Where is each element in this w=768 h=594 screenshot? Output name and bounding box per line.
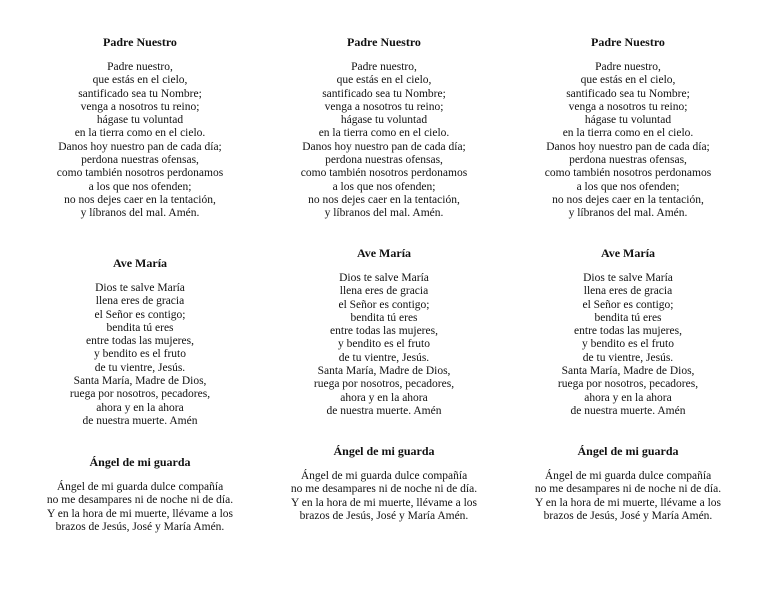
angel-de-mi-guarda-section (256, 444, 512, 523)
prayer-line: perdona nuestras ofensas, (569, 154, 687, 167)
prayer-line: de nuestra muerte. Amén (326, 404, 442, 417)
prayer-title: Ave María (112, 256, 168, 270)
prayer-line: Y en la hora de mi muerte, llévame a los (290, 496, 478, 509)
prayer-line: santificado sea tu Nombre; (322, 87, 446, 100)
prayer-line: ruega por nosotros, pecadores, (557, 378, 699, 391)
prayer-line: de tu vientre, Jesús. (338, 351, 430, 364)
prayer-line: Dios te salve María (583, 272, 673, 284)
prayer-line: en la tierra como en el cielo. (562, 127, 694, 140)
prayer-line: como también nosotros perdonamos (544, 167, 712, 180)
prayer-line: Danos hoy nuestro pan de cada día; (302, 140, 466, 153)
prayer-line: Danos hoy nuestro pan de cada día; (58, 140, 222, 153)
prayer-line: y líbranos del mal. Amén. (568, 207, 688, 220)
prayer-line: santificado sea tu Nombre; (566, 87, 690, 100)
prayer-text (500, 272, 756, 418)
prayer-line: Padre nuestro, (595, 61, 661, 73)
prayer-line: venga a nosotros tu reino; (568, 100, 688, 113)
prayer-line: Padre nuestro, (351, 61, 417, 73)
prayer-line: entre todas las mujeres, (86, 335, 194, 348)
padre-nuestro-section (256, 35, 512, 221)
prayer-line: ruega por nosotros, pecadores, (69, 388, 211, 401)
prayer-text (12, 481, 268, 534)
prayer-line: ahora y en la ahora (340, 391, 428, 404)
prayer-line: el Señor es contigo; (94, 308, 186, 321)
prayer-line: Santa María, Madre de Dios, (317, 365, 451, 378)
prayer-line: no me desampares ni de noche ni de día. (46, 494, 234, 507)
prayer-line: brazos de Jesús, José y María Amén. (55, 520, 225, 533)
prayer-line: de tu vientre, Jesús. (582, 351, 674, 364)
prayer-line: llena eres de gracia (583, 285, 673, 298)
padre-nuestro-section (500, 35, 756, 221)
prayer-title: Ángel de mi guarda (577, 444, 679, 458)
prayer-line: que estás en el cielo, (92, 74, 188, 87)
prayer-title: Ángel de mi guarda (333, 444, 435, 458)
prayer-line: de tu vientre, Jesús. (94, 361, 186, 374)
prayer-line: entre todas las mujeres, (330, 325, 438, 338)
prayer-line: brazos de Jesús, José y María Amén. (543, 509, 713, 522)
prayer-line: y líbranos del mal. Amén. (324, 207, 444, 220)
prayer-line: no nos dejes caer en la tentación, (308, 193, 460, 206)
prayer-line: hágase tu voluntad (340, 114, 428, 127)
prayer-text (500, 470, 756, 523)
ave-maria-section (12, 256, 268, 428)
prayer-line: a los que nos ofenden; (576, 180, 680, 193)
prayer-title: Padre Nuestro (591, 35, 665, 49)
prayer-text (12, 61, 268, 221)
prayer-line: Danos hoy nuestro pan de cada día; (546, 140, 710, 153)
prayer-line: no nos dejes caer en la tentación, (64, 193, 216, 206)
prayer-title: Ave María (356, 246, 412, 260)
prayer-line: Y en la hora de mi muerte, llévame a los (46, 507, 234, 520)
prayer-line: el Señor es contigo; (582, 298, 674, 311)
prayer-title: Ave María (600, 246, 656, 260)
prayer-line: Ángel de mi guarda dulce compañía (300, 470, 468, 482)
prayer-title: Padre Nuestro (103, 35, 177, 49)
prayer-line: y líbranos del mal. Amén. (80, 207, 200, 220)
prayer-line: Santa María, Madre de Dios, (73, 375, 207, 388)
prayer-line: bendita tú eres (106, 321, 174, 334)
prayer-text (256, 470, 512, 523)
prayer-text (500, 61, 756, 221)
prayer-line: hágase tu voluntad (584, 114, 672, 127)
prayer-line: hágase tu voluntad (96, 114, 184, 127)
prayer-text (12, 282, 268, 428)
prayer-line: santificado sea tu Nombre; (78, 87, 202, 100)
prayer-line: perdona nuestras ofensas, (325, 154, 443, 167)
prayer-line: a los que nos ofenden; (88, 180, 192, 193)
prayer-line: Dios te salve María (339, 272, 429, 284)
prayer-line: perdona nuestras ofensas, (81, 154, 199, 167)
prayer-line: ahora y en la ahora (584, 391, 672, 404)
prayer-line: no me desampares ni de noche ni de día. (534, 483, 722, 496)
prayer-line: en la tierra como en el cielo. (74, 127, 206, 140)
prayer-line: llena eres de gracia (339, 285, 429, 298)
prayer-line: Ángel de mi guarda dulce compañía (56, 481, 224, 493)
prayer-line: Ángel de mi guarda dulce compañía (544, 470, 712, 482)
prayer-line: no me desampares ni de noche ni de día. (290, 483, 478, 496)
ave-maria-section (500, 246, 756, 418)
prayer-text (256, 272, 512, 418)
prayer-title: Ángel de mi guarda (89, 455, 191, 469)
padre-nuestro-section (12, 35, 268, 221)
prayer-line: Dios te salve María (95, 282, 185, 294)
prayer-line: brazos de Jesús, José y María Amén. (299, 509, 469, 522)
prayer-line: ahora y en la ahora (96, 401, 184, 414)
prayer-line: como también nosotros perdonamos (300, 167, 468, 180)
ave-maria-section (256, 246, 512, 418)
prayer-text (256, 61, 512, 221)
prayer-line: no nos dejes caer en la tentación, (552, 193, 704, 206)
prayer-line: el Señor es contigo; (338, 298, 430, 311)
angel-de-mi-guarda-section (12, 455, 268, 534)
prayer-line: llena eres de gracia (95, 295, 185, 308)
prayer-line: que estás en el cielo, (336, 74, 432, 87)
prayer-line: venga a nosotros tu reino; (324, 100, 444, 113)
prayer-line: bendita tú eres (594, 311, 662, 324)
prayer-title: Padre Nuestro (347, 35, 421, 49)
prayer-line: que estás en el cielo, (580, 74, 676, 87)
prayer-line: Santa María, Madre de Dios, (561, 365, 695, 378)
prayer-line: a los que nos ofenden; (332, 180, 436, 193)
prayer-line: y bendito es el fruto (94, 348, 186, 361)
prayer-line: entre todas las mujeres, (574, 325, 682, 338)
prayer-line: de nuestra muerte. Amén (82, 414, 198, 427)
angel-de-mi-guarda-section (500, 444, 756, 523)
prayer-line: como también nosotros perdonamos (56, 167, 224, 180)
prayer-line: en la tierra como en el cielo. (318, 127, 450, 140)
prayer-line: venga a nosotros tu reino; (80, 100, 200, 113)
prayer-line: ruega por nosotros, pecadores, (313, 378, 455, 391)
prayer-line: de nuestra muerte. Amén (570, 404, 686, 417)
prayer-line: Padre nuestro, (107, 61, 173, 73)
prayer-line: y bendito es el fruto (582, 338, 674, 351)
prayer-line: y bendito es el fruto (338, 338, 430, 351)
prayer-line: Y en la hora de mi muerte, llévame a los (534, 496, 722, 509)
prayer-line: bendita tú eres (350, 311, 418, 324)
